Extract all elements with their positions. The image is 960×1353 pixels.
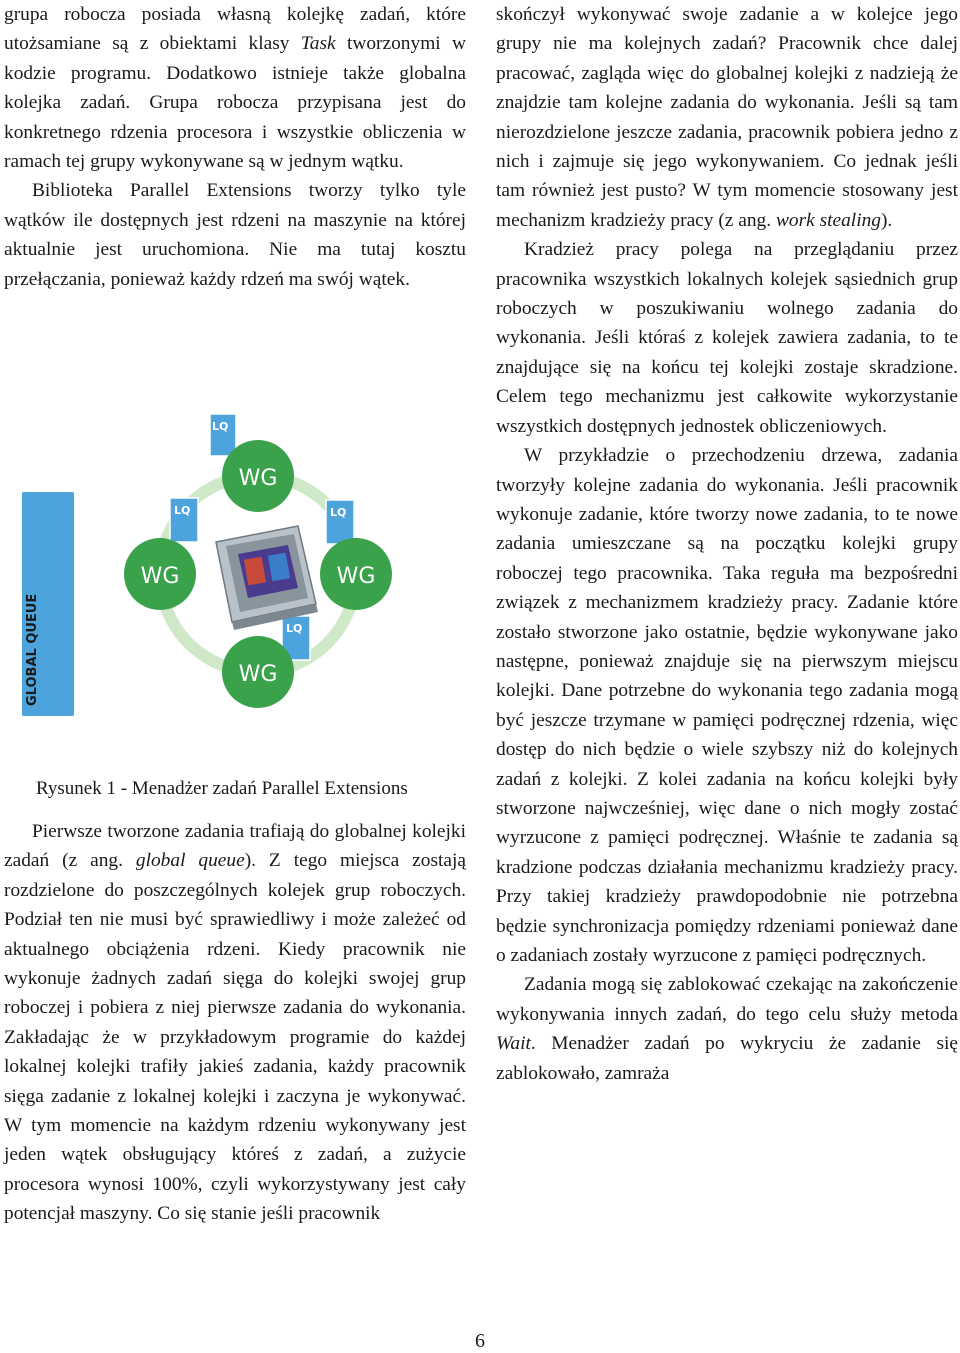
svg-text:WG: WG [238, 466, 278, 491]
paragraph: W przykładzie o przechodzeniu drzewa, zadania tworzyły kolejne zadania do wykonania. Jeśli pracownik wykonuje zadanie, które tworzy nowe zadania, to te nowe zadania umieszczane są na początku kolejki grupy roboczej tego pracownika. Taka reguła ma bezpośredni związek z mechanizmem kradzieży pracy. Zadanie które zostało stworzone jako ostatnie, będzie wykonywane jako następne, ponieważ znajduje się na pierwszym miejscu kolejki. Dane potrzebne do wykonania tego zadania mogą być jeszcze trzymane w pamięci podręcznej rdzenia, więc dostęp do nich będzie o wiele szybszy niż do kolejnych zadań z kolejki. Z kolei zadania na końcu kolejki były stworzone najwcześniej, więc dane o nich mogły zostać wyrzucone z pamięci podręcznej. Właśnie te zadania są kradzione podczas działania mechanizmu kradzieży pracy. Przy takiej kradzieży prawdopodobnie nie potrzebna będzie synchronizacja pomiędzy rdzeniami ponieważ dane o zadaniach zostały wyrzucone z pamięci podręcznych. [496, 445, 958, 966]
left-column [4, 0, 466, 294]
svg-text:WG: WG [238, 662, 278, 687]
paragraph: Biblioteka Parallel Extensions tworzy tylko tyle wątków ile dostępnych jest rdzeni na maszynie na której aktualnie jest uruchomiona. Nie ma tutaj kosztu przełączania, ponieważ każdy rdzeń ma swój wątek. [4, 180, 466, 290]
lq-right [326, 500, 354, 544]
paragraph: Pierwsze tworzone zadania trafiają do globalnej kolejki zadań (z ang. global queue). Z tego miejsca zostają rozdzielone do poszczególnych kolejek grup roboczych. Podział ten nie musi być sprawiedliwy i może zależeć od aktualnego obciążenia rdzeni. Kiedy pracownik nie wykonuje żadnych zadań sięga do kolejki swojej grup roboczej i pobiera z niej pierwsze zadania do wykonania. Zakładając że w przykładowym programie do każdej lokalnej kolejki trafiły jakieś zadania, każdy pracownik sięga zadanie z lokalnej kolejki i zaczyna je wykonywać. W tym momencie na każdym rdzeniu wykonywany jest jeden wątek obsługujący któreś z zadań, a zużycie procesora wynosi 100%, czyli wykorzystywany jest cały potencjał maszyny. Co się stanie jeśli pracownik [4, 821, 467, 1225]
right-column [496, 0, 958, 1088]
wg-top [222, 440, 294, 512]
lq-left [170, 498, 198, 542]
wg-left [124, 538, 196, 610]
paragraph: grupa robocza posiada własną kolejkę zadań, które utożsamiane są z obiektami klasy Task tworzonymi w kodzie programu. Dodatkowo istnieje także globalna kolejka zadań. Grupa robocza przypisana jest do konkretnego rdzenia procesora i wszystkie obliczenia w ramach tej grupy wykonywane są w jednym wątku. [4, 4, 467, 173]
svg-text:LQ: LQ [174, 504, 191, 517]
svg-text:LQ: LQ [330, 506, 347, 519]
wg-bottom [222, 636, 294, 708]
svg-text:WG: WG [140, 564, 180, 589]
svg-text:LQ: LQ [286, 622, 303, 635]
paragraph: skończył wykonywać swoje zadanie a w kolejce jego grupy nie ma kolejnych zadań? Pracownik chce dalej pracować, zagląda więc do globalnej kolejki z nadzieją że znajdzie tam kolejne zadania do wykonania. Jeśli są tam nierozdzielone jeszcze zadania, pracownik pobiera jedno z nich i zajmuje się jego wykonywaniem. Co jednak jeśli tam również jest pusto? W tym momencie stosowany jest mechanizm kradzieży pracy (z ang. work stealing). [496, 4, 958, 231]
paragraph: Kradzież pracy polega na przeglądaniu przez pracownika wszystkich lokalnych kolejek sąsiednich grup roboczych w poszukiwaniu wolnego zadania do wykonania. Jeśli któraś z kolejek zawiera zadania, to te znajdujące się na końcu tej kolejki zostaje skradzione. Celem tego mechanizmu jest całkowite wykorzystanie wszystkich dostępnych jednostek obliczeniowych. [496, 239, 958, 437]
figure-caption: Rysunek 1 - Menadżer zadań Parallel Extensions [36, 778, 408, 799]
global-queue-label: GLOBAL QUEUE [25, 593, 40, 706]
svg-text:WG: WG [336, 564, 376, 589]
svg-text:LQ: LQ [212, 420, 229, 433]
page-number: 6 [475, 1330, 485, 1352]
task-manager-diagram [20, 408, 470, 724]
wg-right [320, 538, 392, 610]
cpu-chip-icon [216, 526, 318, 630]
left-column-lower [4, 817, 466, 1229]
paragraph: Zadania mogą się zablokować czekając na zakończenie wykonywania innych zadań, do tego celu służy metoda Wait. Menadżer zadań po wykryciu że zadanie się zablokowało, zamraża [496, 974, 958, 1084]
lq-top [210, 414, 236, 456]
